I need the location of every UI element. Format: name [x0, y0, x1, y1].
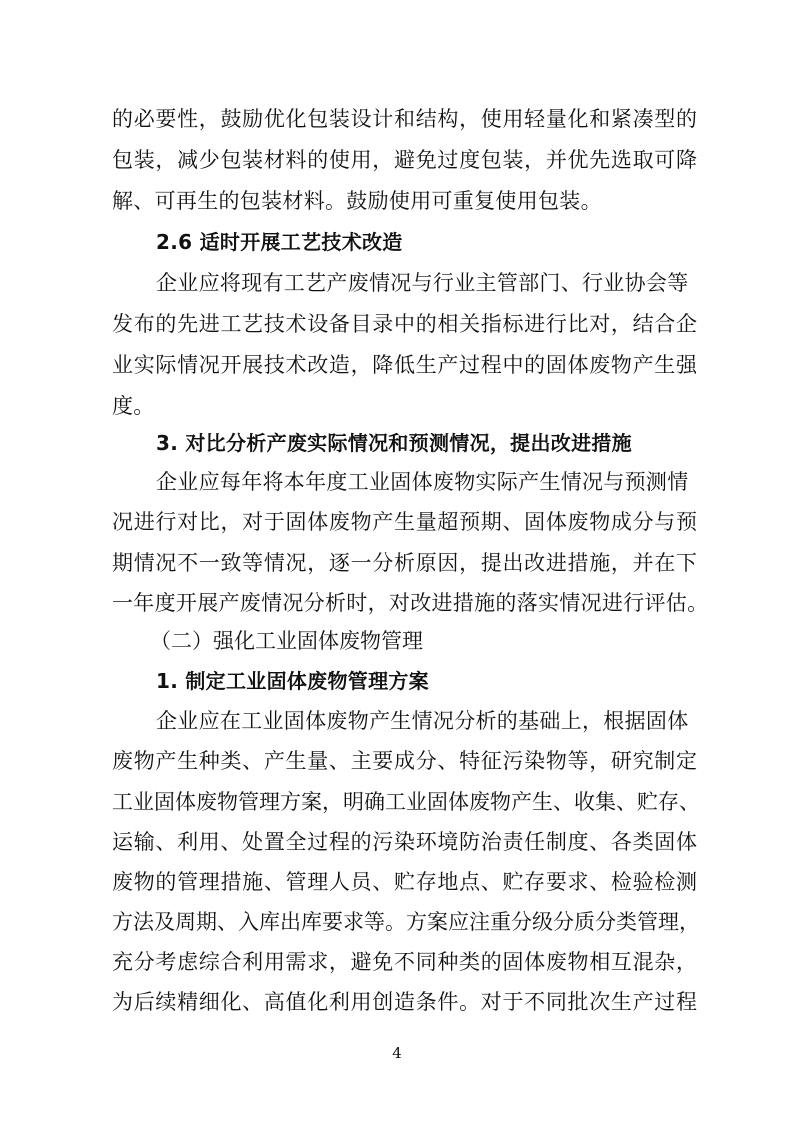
paragraph-line: 发布的先进工艺技术设备目录中的相关指标进行比对，结合企 — [112, 312, 697, 336]
paragraph-line: 期情况不一致等情况，逐一分析原因，提出改进措施，并在下 — [112, 551, 697, 575]
paragraph-line: 度。 — [112, 394, 155, 418]
paragraph-line: 业实际情况开展技术改造，降低生产过程中的固体废物产生强 — [112, 353, 697, 377]
paragraph-line: 企业应在工业固体废物产生情况分析的基础上，根据固体 — [156, 709, 689, 733]
paragraph-line: 运输、利用、处置全过程的污染环境防治责任制度、各类固体 — [112, 830, 697, 854]
chapter-heading-2: （二）强化工业固体废物管理 — [150, 629, 423, 653]
paragraph-line: 企业应每年将本年度工业固体废物实际产生情况与预测情 — [156, 470, 689, 494]
paragraph-line: 废物的管理措施、管理人员、贮存地点、贮存要求、检验检测 — [112, 870, 697, 894]
paragraph-line: 废物产生种类、产生量、主要成分、特征污染物等，研究制定 — [112, 749, 697, 773]
paragraph-line: 一年度开展产废情况分析时，对改进措施的落实情况进行评估。 — [112, 591, 709, 615]
paragraph-line: 方法及周期、入库出库要求等。方案应注重分级分质分类管理， — [112, 910, 700, 934]
section-heading-1: 1. 制定工业固体废物管理方案 — [156, 669, 429, 693]
section-heading-2-6: 2.6 适时开展工艺技术改造 — [156, 230, 403, 254]
paragraph-line: 的必要性，鼓励优化包装设计和结构，使用轻量化和紧凑型的 — [112, 107, 697, 131]
section-heading-3: 3. 对比分析产废实际情况和预测情况，提出改进措施 — [156, 431, 632, 455]
page-number: 4 — [392, 1044, 402, 1062]
paragraph-line: 解、可再生的包装材料。鼓励使用可重复使用包装。 — [112, 189, 602, 213]
paragraph-line: 企业应将现有工艺产废情况与行业主管部门、行业协会等 — [156, 271, 689, 295]
paragraph-line: 况进行对比，对于固体废物产生量超预期、固体废物成分与预 — [112, 510, 697, 534]
paragraph-line: 工业固体废物管理方案，明确工业固体废物产生、收集、贮存、 — [112, 790, 700, 814]
paragraph-line: 包装，减少包装材料的使用，避免过度包装，并优先选取可降 — [112, 148, 697, 172]
paragraph-line: 充分考虑综合利用需求，避免不同种类的固体废物相互混杂， — [112, 950, 697, 974]
paragraph-line: 为后续精细化、高值化利用创造条件。对于不同批次生产过程 — [112, 990, 697, 1014]
